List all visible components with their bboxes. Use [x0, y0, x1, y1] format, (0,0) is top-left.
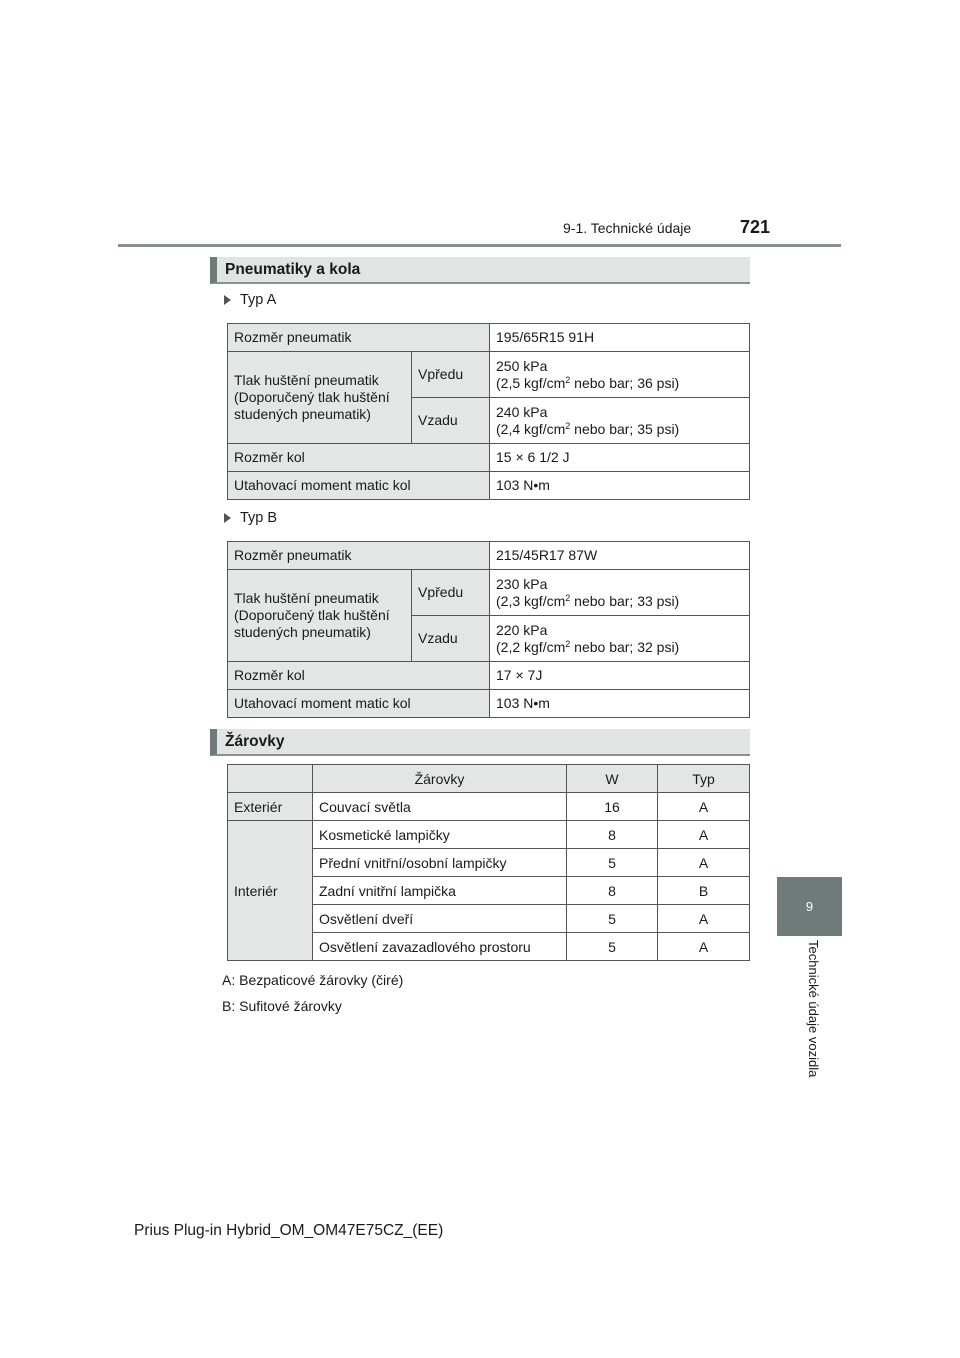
- table-row: [228, 352, 750, 398]
- bulb-w: 16: [567, 793, 658, 821]
- front-kgf: (2,3 kgf/cm: [496, 592, 566, 609]
- type-a-label: [224, 292, 276, 308]
- front-label: Vpředu: [412, 570, 490, 616]
- bulb-type: A: [658, 905, 750, 933]
- torque-value: 103 N•m: [490, 472, 750, 500]
- table-header-row: [228, 765, 750, 793]
- header-rule: [118, 244, 841, 247]
- section-title: 9-1. Technické údaje: [563, 220, 692, 236]
- type-a-table: [227, 323, 750, 500]
- rear-label: Vzadu: [412, 616, 490, 662]
- unit-exponent: 2: [565, 374, 571, 385]
- table-row: [228, 793, 750, 821]
- table-row: [228, 662, 750, 690]
- col-header-type: Typ: [658, 765, 750, 793]
- front-pressure: [490, 570, 750, 616]
- rear-psi: nebo bar; 32 psi): [570, 638, 680, 655]
- front-pressure: [490, 352, 750, 398]
- bulb-w: 5: [567, 849, 658, 877]
- interior-label: Interiér: [228, 821, 313, 961]
- front-kgf: (2,5 kgf/cm: [496, 374, 566, 391]
- header-empty-cell: [228, 765, 313, 793]
- bulb-name: Osvětlení zavazadlového prostoru: [313, 933, 567, 961]
- rear-psi: nebo bar; 35 psi): [570, 420, 680, 437]
- bulbs-heading: [210, 729, 750, 756]
- table-row: [228, 444, 750, 472]
- tire-size-value: 215/45R17 87W: [490, 542, 750, 570]
- chapter-label: Technické údaje vozidla: [806, 940, 821, 1078]
- front-kpa: 230 kPa: [496, 575, 548, 592]
- table-row: [228, 324, 750, 352]
- front-kpa: 250 kPa: [496, 357, 548, 374]
- triangle-bullet-icon: [224, 295, 231, 305]
- torque-value: 103 N•m: [490, 690, 750, 718]
- tires-heading-text: Pneumatiky a kola: [225, 260, 361, 278]
- chapter-tab[interactable]: [777, 877, 842, 936]
- rear-kpa: 220 kPa: [496, 621, 548, 638]
- pressure-label: Tlak huštění pneumatik (Doporučený tlak huštění studených pneumatik): [228, 570, 412, 662]
- note-b: B: Sufitové žárovky: [222, 998, 342, 1014]
- torque-label: Utahovací moment matic kol: [228, 472, 490, 500]
- triangle-bullet-icon: [224, 513, 231, 523]
- note-a: A: Bezpaticové žárovky (čiré): [222, 972, 404, 988]
- type-b-text: Typ B: [240, 510, 278, 526]
- unit-exponent: 2: [565, 638, 571, 649]
- wheel-size-value: 15 × 6 1/2 J: [490, 444, 750, 472]
- bulb-w: 5: [567, 933, 658, 961]
- table-row: [228, 690, 750, 718]
- bulb-type: B: [658, 877, 750, 905]
- bulb-w: 8: [567, 821, 658, 849]
- bulbs-heading-text: Žárovky: [225, 732, 285, 750]
- bulb-w: 5: [567, 905, 658, 933]
- bulb-w: 8: [567, 877, 658, 905]
- rear-kgf: (2,4 kgf/cm: [496, 420, 566, 437]
- rear-kpa: 240 kPa: [496, 403, 548, 420]
- col-header-bulbs: Žárovky: [313, 765, 567, 793]
- type-a-text: Typ A: [240, 292, 277, 308]
- rear-label: Vzadu: [412, 398, 490, 444]
- type-b-label: [224, 510, 277, 526]
- bulb-name: Zadní vnitřní lampička: [313, 877, 567, 905]
- table-row: [228, 472, 750, 500]
- torque-label: Utahovací moment matic kol: [228, 690, 490, 718]
- table-row: [228, 570, 750, 616]
- bulb-name: Přední vnitřní/osobní lampičky: [313, 849, 567, 877]
- front-label: Vpředu: [412, 352, 490, 398]
- wheel-size-label: Rozměr kol: [228, 444, 490, 472]
- rear-kgf: (2,2 kgf/cm: [496, 638, 566, 655]
- chapter-number: 9: [805, 899, 814, 914]
- col-header-w: W: [567, 765, 658, 793]
- unit-exponent: 2: [565, 592, 571, 603]
- rear-pressure: [490, 616, 750, 662]
- exterior-label: Exteriér: [228, 793, 313, 821]
- bulb-type: A: [658, 793, 750, 821]
- rear-pressure: [490, 398, 750, 444]
- wheel-size-value: 17 × 7J: [490, 662, 750, 690]
- bulb-name: Couvací světla: [313, 793, 567, 821]
- bulb-type: A: [658, 849, 750, 877]
- type-b-table: [227, 541, 750, 718]
- table-row: [228, 821, 750, 849]
- bulb-name: Osvětlení dveří: [313, 905, 567, 933]
- unit-exponent: 2: [565, 420, 571, 431]
- front-psi: nebo bar; 36 psi): [570, 374, 680, 391]
- pressure-label: Tlak huštění pneumatik (Doporučený tlak huštění studených pneumatik): [228, 352, 412, 444]
- bulb-name: Kosmetické lampičky: [313, 821, 567, 849]
- footer-doc-id: Prius Plug-in Hybrid_OM_OM47E75CZ_(EE): [134, 1222, 444, 1239]
- tire-size-value: 195/65R15 91H: [490, 324, 750, 352]
- bulbs-table: [227, 764, 750, 961]
- wheel-size-label: Rozměr kol: [228, 662, 490, 690]
- bulb-type: A: [658, 933, 750, 961]
- table-row: [228, 542, 750, 570]
- bulb-type: A: [658, 821, 750, 849]
- front-psi: nebo bar; 33 psi): [570, 592, 680, 609]
- tires-heading: [210, 257, 750, 284]
- tire-size-label: Rozměr pneumatik: [228, 324, 490, 352]
- page-number: 721: [740, 217, 771, 237]
- tire-size-label: Rozměr pneumatik: [228, 542, 490, 570]
